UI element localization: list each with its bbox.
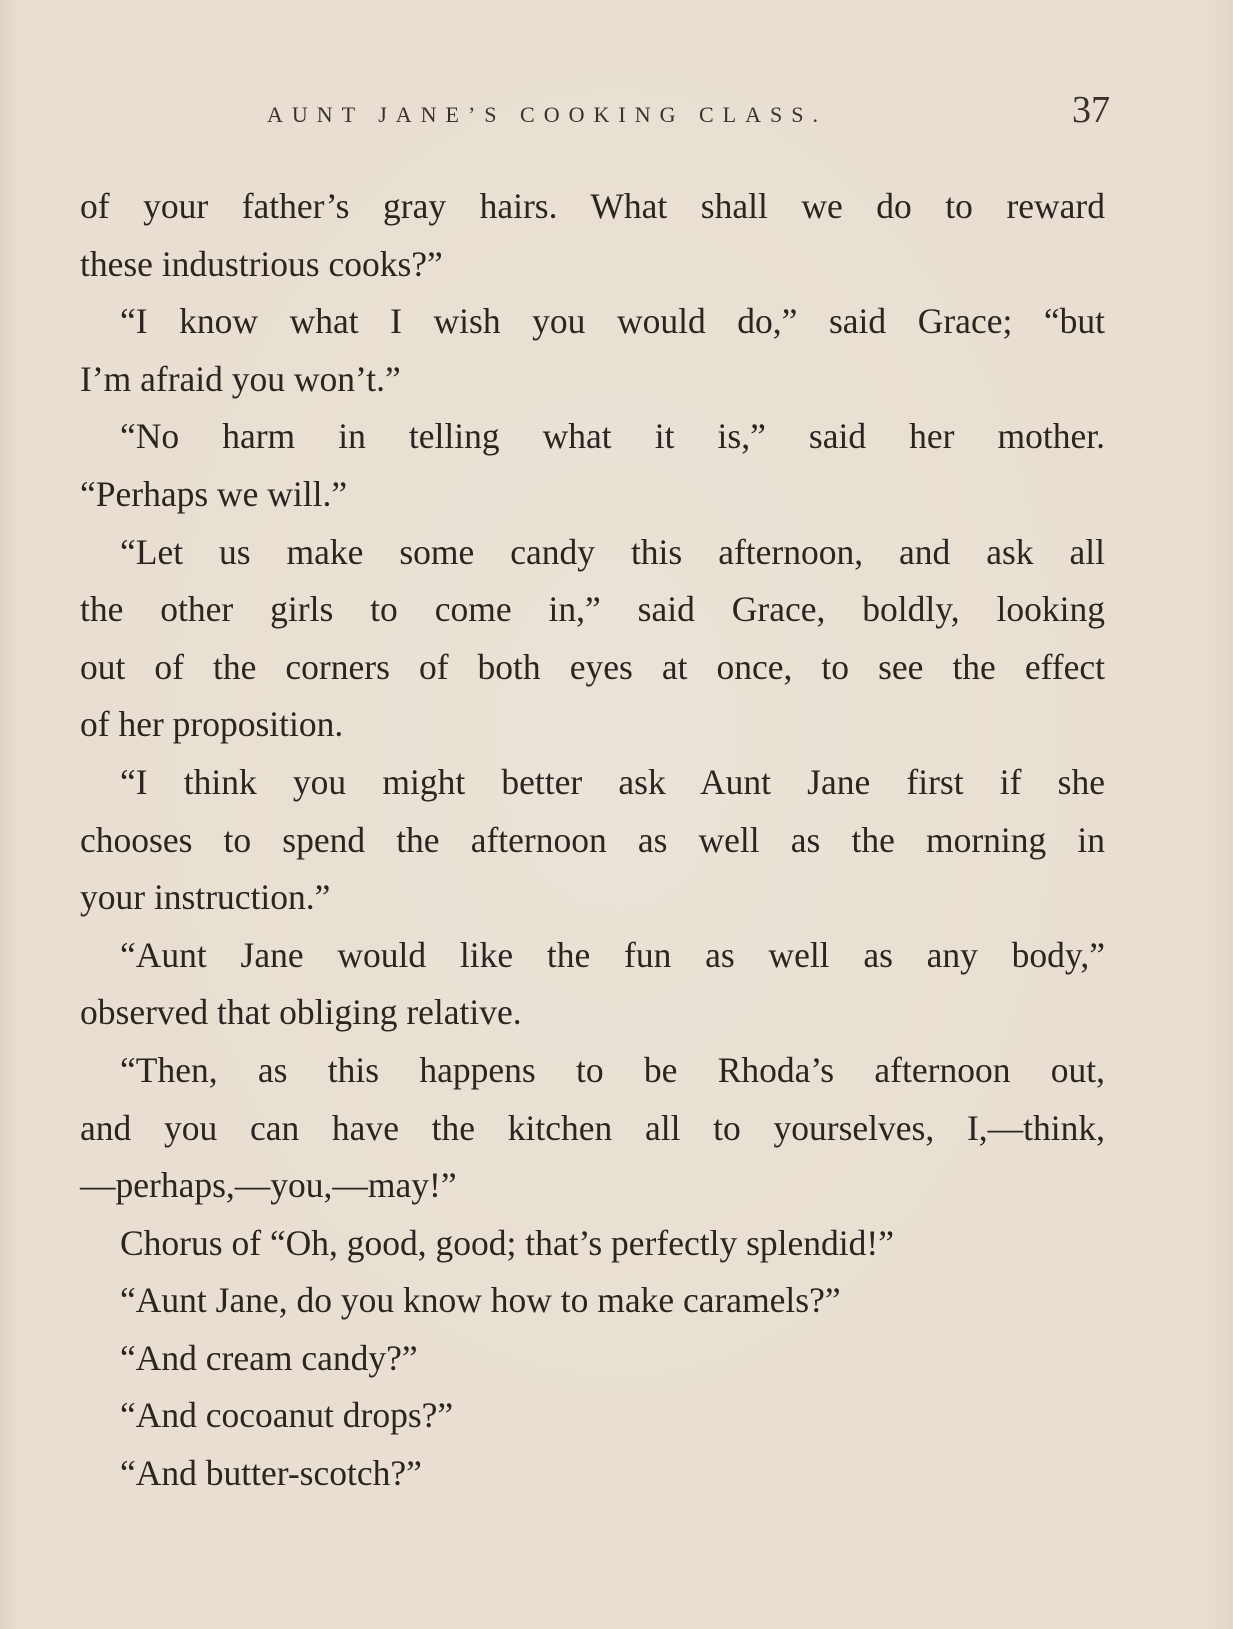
text-line: “No harm in telling what it is,” said her mother. — [120, 416, 1105, 457]
body-text — [80, 178, 1105, 1503]
text-line: “I know what I wish you would do,” said Grace; “but — [120, 301, 1105, 342]
text-line: “Let us make some candy this afternoon, and ask all — [120, 531, 1105, 572]
text-line: chooses to spend the afternoon as well as the morning in — [80, 819, 1105, 860]
running-title: AUNT JANE’S COOKING CLASS. — [267, 102, 827, 127]
text-line: your instruction.” — [80, 877, 331, 918]
text-line: observed that obliging relative. — [80, 992, 522, 1033]
text-line: the other girls to come in,” said Grace, boldly, looking — [80, 589, 1105, 630]
text-line: “Perhaps we will.” — [80, 473, 348, 514]
text-line: out of the corners of both eyes at once, to see the effect — [80, 646, 1105, 687]
running-head — [0, 88, 1233, 138]
text-line: —perhaps,—you,—may!” — [80, 1165, 457, 1206]
text-line: and you can have the kitchen all to yourselves, I,—think, — [80, 1107, 1105, 1148]
text-line: “And cocoanut drops?” — [120, 1395, 454, 1436]
text-line: I’m afraid you won’t.” — [80, 358, 401, 399]
page-number: 37 — [1072, 89, 1110, 131]
text-line: these industrious cooks?” — [80, 243, 443, 284]
text-line: “I think you might better ask Aunt Jane first if she — [120, 761, 1105, 802]
text-line: “And cream candy?” — [120, 1337, 418, 1378]
text-line: “And butter-scotch?” — [120, 1453, 422, 1494]
text-line: of your father’s gray hairs. What shall we do to reward — [80, 186, 1105, 226]
text-line: Chorus of “Oh, good, good; that’s perfectly splendid!” — [120, 1222, 894, 1263]
text-line: of her proposition. — [80, 704, 344, 745]
text-line: “Then, as this happens to be Rhoda’s afternoon out, — [120, 1049, 1105, 1090]
text-line: “Aunt Jane would like the fun as well as any body,” — [120, 934, 1105, 975]
text-line: “Aunt Jane, do you know how to make caramels?” — [120, 1280, 841, 1321]
